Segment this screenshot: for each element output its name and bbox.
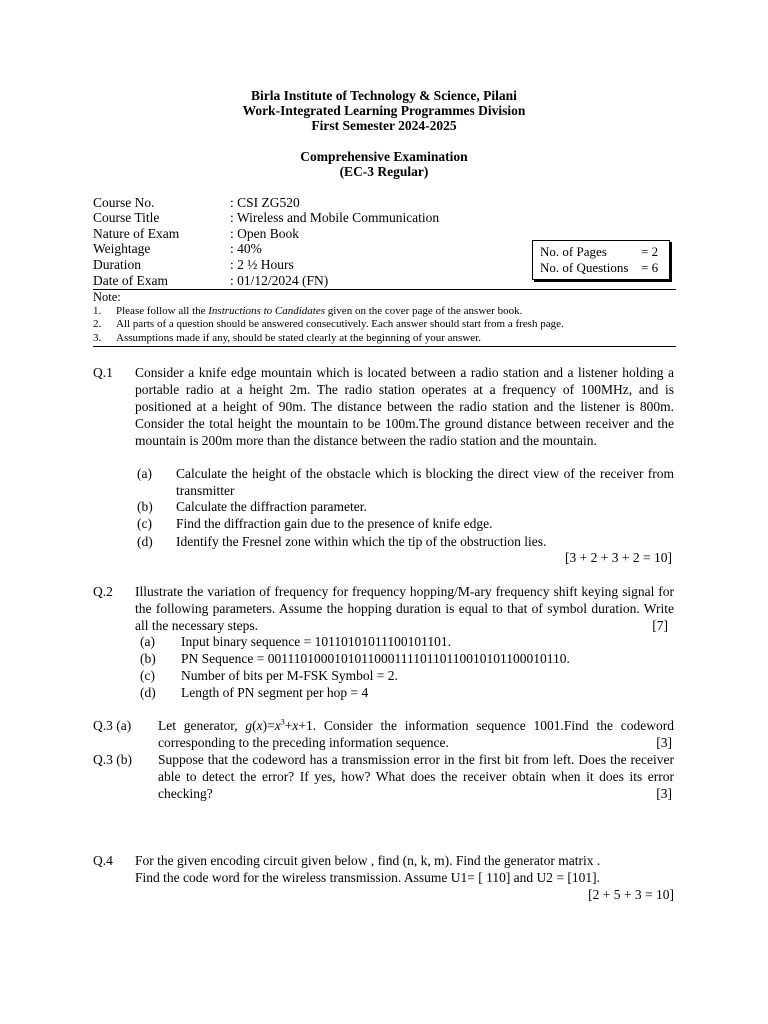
meta-value: : CSI ZG520 (230, 195, 300, 210)
q3a-x1: x (256, 718, 263, 733)
q1-part-a (137, 465, 674, 499)
part-label: (a) (140, 634, 155, 649)
q4-label: Q.4 (93, 853, 113, 868)
q1-part-d (137, 533, 674, 550)
q2-part-b (140, 650, 674, 667)
q1-label: Q.1 (93, 365, 113, 380)
note-text: Assumptions made if any, should be stated clearly at the beginning of your answer. (116, 332, 481, 344)
meta-key: Date of Exam (93, 273, 168, 288)
q1-part-b (137, 498, 674, 515)
part-label: (b) (137, 499, 153, 514)
q3a-text-pre: Let generator, (158, 718, 246, 733)
q1-marks: [3 + 2 + 3 + 2 = 10] (565, 550, 672, 565)
part-text: Find the diffraction gain due to the presence of knife edge. (176, 516, 493, 531)
part-text: Number of bits per M-FSK Symbol = 2. (181, 668, 398, 683)
q4-marks: [2 + 5 + 3 = 10] (588, 887, 674, 902)
q3a-plus: + (284, 718, 293, 733)
part-text: Calculate the height of the obstacle which is blocking the direct view of the receiver from transmitter (176, 466, 674, 498)
part-text: Calculate the diffraction parameter. (176, 499, 367, 514)
note-number: 2. (93, 318, 102, 330)
pages-label: No. of Pages (540, 244, 607, 259)
q4-line-1: For the given encoding circuit given below , find (n, k, m). Find the generator matrix . (135, 853, 601, 868)
meta-value: : 40% (230, 241, 262, 256)
q2-part-c (140, 667, 674, 684)
q2-text: Illustrate the variation of frequency for frequency hopping/M-ary frequency shift keying signal for the following parameters. Assume the hopping duration is equal to that of symbol duration. Write all the necessary steps. (135, 584, 674, 633)
meta-key: Duration (93, 257, 141, 272)
q3a-x2: x (274, 718, 281, 733)
divider-top (93, 289, 676, 290)
q2-marks: [7] (652, 618, 668, 633)
note-number: 3. (93, 332, 102, 344)
pages-questions-box (532, 240, 670, 280)
q3a-marks: [3] (656, 735, 672, 750)
q1-part-c (137, 515, 674, 532)
q3a-text-post: +1. Consider the information sequence 1001.Find the codeword corresponding to the preceding information sequence. (158, 718, 674, 750)
pages-value: = 2 (641, 244, 659, 259)
q3a-paren: ( (252, 718, 257, 733)
q3a-text (158, 717, 674, 751)
questions-row (540, 260, 669, 276)
q3b-label: Q.3 (b) (93, 752, 132, 767)
meta-key: Course No. (93, 195, 155, 210)
q3a-exponent: 3 (280, 717, 285, 727)
q3b-marks: [3] (656, 786, 672, 801)
meta-value: : 2 ½ Hours (230, 257, 294, 272)
meta-value: : 01/12/2024 (FN) (230, 273, 329, 288)
questions-value: = 6 (641, 260, 659, 275)
pages-row (540, 244, 669, 260)
part-label: (d) (140, 685, 156, 700)
note-text-emphasis: Instructions to Candidates (208, 305, 325, 317)
q1-text: Consider a knife edge mountain which is located between a radio station and a listener holding a portable radio at a height 2m. The radio station operates at a frequency of 100MHz, and is positioned at a height of 90m. The distance between the radio station and the listener is 800m. Consider the total height the mountain to be 100m.The ground distance between receiver and the mountain is 200m more than the distance between the radio station and the mountain. (135, 365, 674, 448)
q4-line-2: Find the code word for the wireless transmission. Assume U1= [ 110] and U2 = [101]. (135, 870, 601, 885)
q3a-g: g (245, 718, 253, 733)
part-label: (b) (140, 651, 156, 666)
part-label: (d) (137, 534, 153, 549)
divider-bottom (93, 346, 676, 347)
part-text: PN Sequence = 001110100010101100011110110110010101100010110. (181, 651, 570, 666)
note-text: All parts of a question should be answered consecutively. Each answer should start from a fresh page. (116, 318, 564, 330)
q3a-x3: x (292, 718, 299, 733)
meta-key: Nature of Exam (93, 226, 180, 241)
q2-part-d (140, 684, 674, 701)
part-text: Length of PN segment per hop = 4 (181, 685, 369, 700)
division-name: Work-Integrated Learning Programmes Division (242, 103, 526, 118)
part-label: (a) (137, 466, 152, 481)
part-label: (c) (140, 668, 155, 683)
note-title: Note: (93, 290, 121, 304)
exam-title: Comprehensive Examination (300, 149, 468, 164)
institute-name: Birla Institute of Technology & Science, Pilani (251, 88, 517, 103)
questions-label: No. of Questions (540, 260, 629, 275)
meta-value: : Open Book (230, 226, 299, 241)
q2-label: Q.2 (93, 584, 113, 599)
exam-type: (EC-3 Regular) (339, 164, 429, 179)
note-text (116, 305, 522, 318)
part-text: Identify the Fresnel zone within which the tip of the obstruction lies. (176, 534, 547, 549)
semester: First Semester 2024-2025 (311, 118, 457, 133)
note-text-pre: Please follow all the (116, 305, 209, 317)
q3a-paren2: )= (262, 718, 275, 733)
note-number: 1. (93, 305, 102, 317)
meta-value: : Wireless and Mobile Communication (230, 210, 440, 225)
part-text: Input binary sequence = 10110101011100101101. (181, 634, 451, 649)
q3b-text: Suppose that the codeword has a transmission error in the first bit from left. Does the receiver able to detect the error? If yes, how? What does the receiver obtain when it does its error checking? (158, 752, 674, 801)
q3a-label: Q.3 (a) (93, 718, 132, 733)
note-text-post: given on the cover page of the answer book. (325, 305, 523, 317)
meta-key: Course Title (93, 210, 160, 225)
q2-part-a (140, 633, 674, 650)
meta-key: Weightage (93, 241, 151, 256)
part-label: (c) (137, 516, 152, 531)
